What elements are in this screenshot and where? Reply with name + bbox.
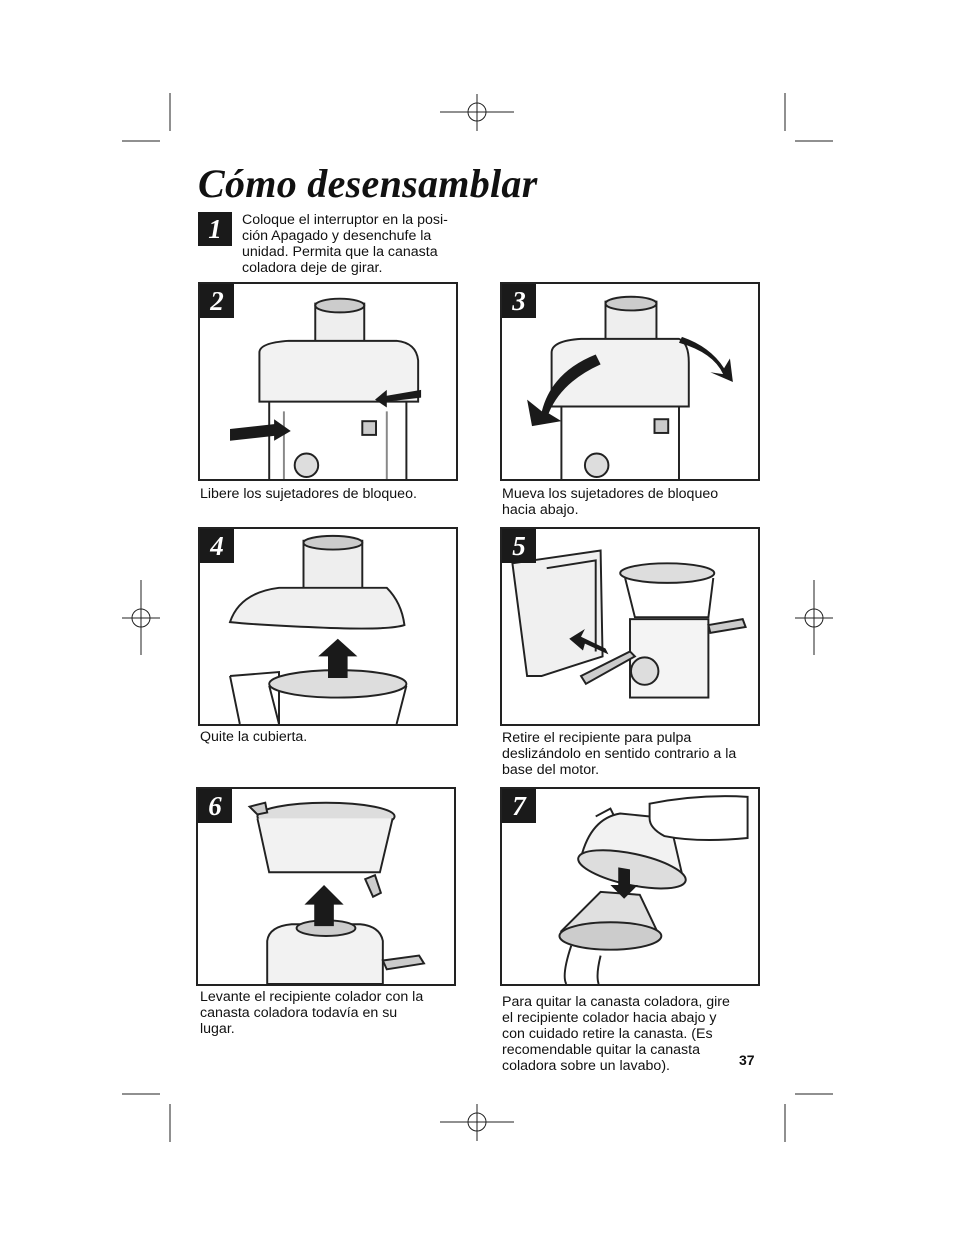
step-3-caption: Mueva los sujetadores de bloqueo hacia abajo. (502, 486, 719, 518)
juicer-remove-strainer-basket-drawing (502, 789, 758, 984)
step-5-illustration (500, 527, 760, 726)
step-2-illustration (198, 282, 458, 481)
step-7-badge: 7 (502, 789, 536, 823)
step-5-caption: Retire el recipiente para pulpa deslizándolo en sentido contrario a la base del motor. (502, 730, 737, 778)
juicer-remove-pulp-container-drawing (502, 529, 758, 724)
juicer-move-latches-down-drawing (502, 284, 758, 479)
step-6-badge: 6 (198, 789, 232, 823)
page-number: 37 (739, 1052, 755, 1068)
step-6-illustration (196, 787, 456, 986)
step-7-illustration (500, 787, 760, 986)
step-4-illustration (198, 527, 458, 726)
step-4-badge: 4 (200, 529, 234, 563)
juicer-release-latches-drawing (200, 284, 456, 479)
step-2-badge: 2 (200, 284, 234, 318)
step-4-caption: Quite la cubierta. (200, 729, 308, 745)
step-3-illustration (500, 282, 760, 481)
step-6-caption: Levante el recipiente colador con la canasta coladora todavía en su lugar. (200, 989, 424, 1037)
step-7-caption: Para quitar la canasta coladora, gire el recipiente colador hacia abajo y con cuidado retire la canasta. (Es recomendable quitar la canasta coladora sobre un lavabo). (502, 994, 730, 1074)
step-3-badge: 3 (502, 284, 536, 318)
juicer-remove-cover-drawing (200, 529, 456, 724)
page-title: Cómo desensamblar (198, 161, 538, 206)
step-1-text: Coloque el interruptor en la posi- ción Apagado y desenchufe la unidad. Permita que la canasta coladora deje de girar. (242, 212, 448, 276)
step-5-badge: 5 (502, 529, 536, 563)
juicer-lift-strainer-bowl-drawing (198, 789, 454, 984)
step-2-caption: Libere los sujetadores de bloqueo. (200, 486, 417, 502)
step-1-badge: 1 (198, 212, 232, 246)
